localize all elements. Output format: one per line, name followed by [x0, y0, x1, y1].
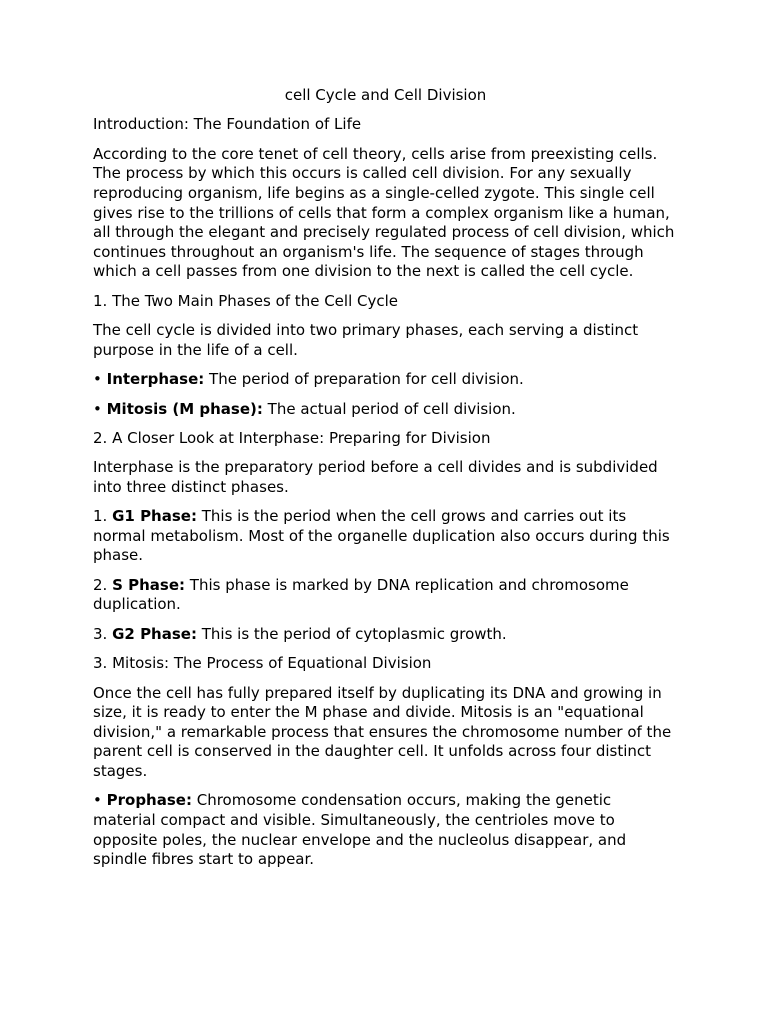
- item-text: This is the period when the cell grows and carries out its normal metabolism. Most of the organelle duplication also occurs during this phase.: [93, 507, 670, 565]
- bullet-marker: •: [93, 370, 107, 389]
- intro-paragraph: According to the core tenet of cell theory, cells arise from preexisting cells. The process by which this occurs is called cell division. For any sexually reproducing organism, life begins as a single-celled zygote. This single cell gives rise to the trillions of cells that form a complex organism like a human, all through the elegant and precisely regulated process of cell division, which continues throughout an organism's life. The sequence of stages through which a cell passes from one division to the next is called the cell cycle.: [93, 144, 675, 281]
- bullet-text: The period of preparation for cell division.: [204, 370, 524, 389]
- bullet-prophase: [93, 791, 678, 869]
- item-text: This phase is marked by DNA replication and chromosome duplication.: [93, 575, 629, 614]
- section-3-heading: 3. Mitosis: The Process of Equational Division: [93, 654, 432, 673]
- bullet-marker: •: [93, 791, 107, 810]
- section-3-paragraph: Once the cell has fully prepared itself by duplicating its DNA and growing in size, it is ready to enter the M phase and divide. Mitosis is an "equational division," a remarkable process that ensures the chromosome number of the parent cell is conserved in the daughter cell. It unfolds across four distinct stages.: [93, 683, 672, 780]
- item-s-phase: [93, 576, 678, 615]
- intro-heading: Introduction: The Foundation of Life: [93, 115, 362, 134]
- bullet-mitosis: [93, 400, 678, 420]
- item-number: 3.: [93, 624, 113, 643]
- document-title: cell Cycle and Cell Division: [284, 86, 487, 104]
- bullet-interphase: [93, 370, 678, 390]
- document-page: [93, 86, 678, 880]
- section-2-heading: 2. A Closer Look at Interphase: Preparing for Division: [93, 428, 491, 447]
- item-g1-phase: [93, 507, 678, 566]
- bullet-text: Chromosome condensation occurs, making the genetic material compact and visible. Simultaneously, the centrioles move to opposite poles, the nuclear envelope and the nucleolus disappear, and spindle fibres start to appear.: [93, 791, 627, 869]
- item-term: S Phase:: [112, 575, 186, 594]
- bullet-marker: •: [93, 399, 107, 418]
- item-number: 1.: [93, 507, 113, 526]
- section-1-heading: 1. The Two Main Phases of the Cell Cycle: [93, 291, 398, 310]
- item-number: 2.: [93, 575, 113, 594]
- bullet-term: Prophase:: [106, 791, 192, 810]
- item-term: G1 Phase:: [112, 507, 197, 526]
- item-term: G2 Phase:: [112, 624, 197, 643]
- section-2-paragraph: Interphase is the preparatory period before a cell divides and is subdivided into three distinct phases.: [93, 458, 658, 496]
- bullet-text: The actual period of cell division.: [262, 399, 516, 418]
- section-1-paragraph: The cell cycle is divided into two primary phases, each serving a distinct purpose in the life of a cell.: [93, 321, 639, 359]
- bullet-term: Mitosis (M phase):: [106, 399, 263, 418]
- item-text: This is the period of cytoplasmic growth.: [196, 624, 507, 643]
- item-g2-phase: [93, 625, 678, 645]
- bullet-term: Interphase:: [106, 370, 205, 389]
